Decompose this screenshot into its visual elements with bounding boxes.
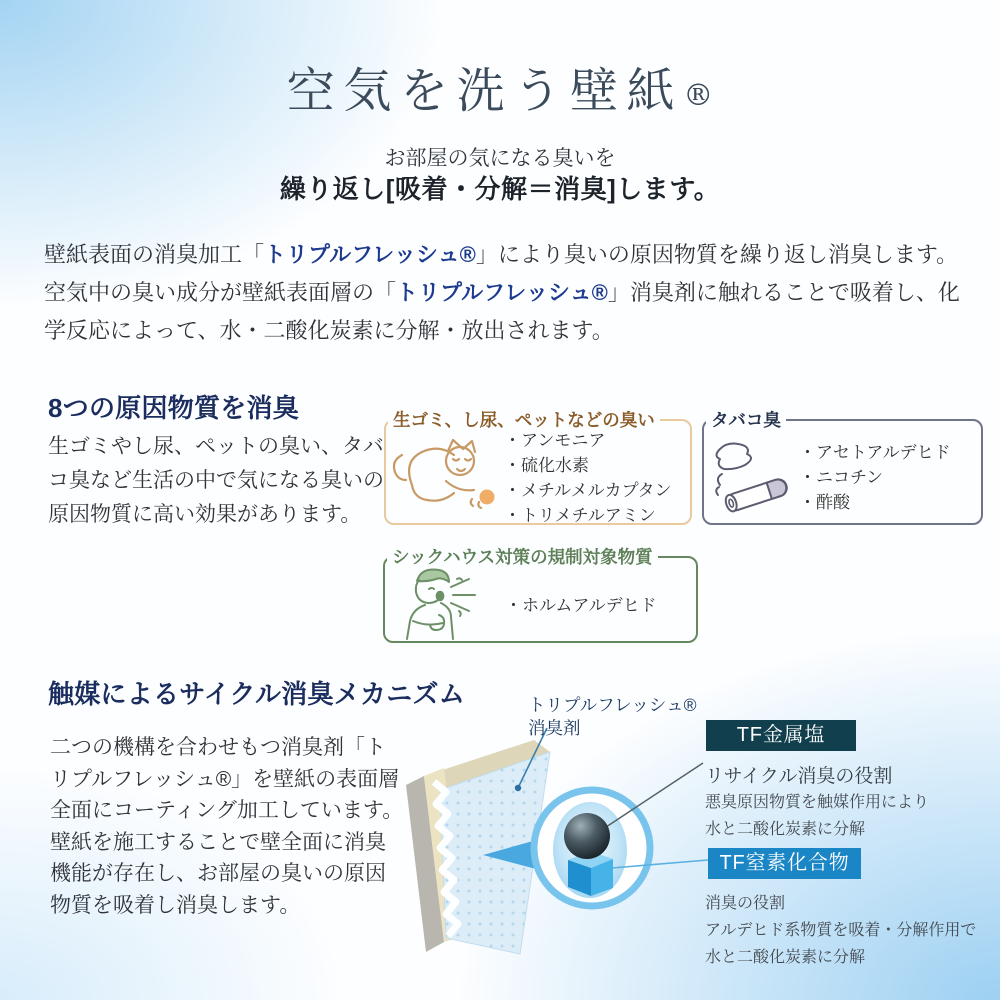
nitrogen-compound-badge: TF窒素化合物 bbox=[708, 848, 861, 879]
metal-salt-role-description bbox=[705, 789, 929, 843]
list-item: ・メチルメルカプタン bbox=[504, 480, 672, 500]
diagram-label-line2: 消臭剤 bbox=[528, 718, 581, 738]
list-item: ・ホルムアルデヒド bbox=[505, 595, 657, 615]
metal-salt-desc-line1: 悪臭原因物質を触媒作用により bbox=[705, 794, 930, 811]
brand-name: トリプルフレッシュ® bbox=[264, 242, 476, 267]
coughing-person-icon bbox=[385, 563, 505, 648]
diagram-label-triple-fresh bbox=[528, 694, 696, 740]
nitrogen-role-title: 消臭の役割 bbox=[705, 895, 786, 912]
diagram-label-line1: トリプルフレッシュ® bbox=[528, 695, 697, 715]
metal-salt-role-title: リサイクル消臭の役割 bbox=[705, 766, 893, 787]
page-title bbox=[0, 52, 1000, 121]
mechanism-description: 二つの機構を合わせもつ消臭剤「トリプルフレッシュ®」を壁紙の表面層全面にコーティング加工しています。壁紙を施工することで壁全面に消臭機能が存在し、お部屋の臭いの原因物質を吸着し消臭します。 bbox=[50, 736, 404, 917]
nitrogen-desc-line1: アルデヒド系物質を吸着・分解作用で bbox=[705, 922, 977, 939]
odor-box-sick-house-list bbox=[505, 593, 657, 618]
cat-icon bbox=[386, 429, 504, 526]
intro-paragraph bbox=[44, 236, 962, 350]
cigarette-icon bbox=[704, 433, 799, 522]
mechanism-section-heading: 触媒によるサイクル消臭メカニズム bbox=[48, 679, 466, 709]
odor-box-tobacco bbox=[702, 407, 983, 525]
metal-salt-desc-line2: 水と二酸化炭素に分解 bbox=[705, 821, 866, 838]
list-item: ・アンモニア bbox=[504, 430, 606, 450]
odors-section-heading: 8つの原因物質を消臭 bbox=[48, 393, 300, 423]
odor-box-garbage-pets-list bbox=[504, 428, 671, 528]
nitrogen-compound-role-description bbox=[705, 890, 976, 971]
brand-name: トリプルフレッシュ® bbox=[396, 280, 608, 305]
odor-box-garbage-pets-title: 生ゴミ、し尿、ペットなどの臭い bbox=[393, 410, 655, 430]
intro-seg1: 壁紙表面の消臭加工「 bbox=[44, 242, 265, 267]
subtitle-line2: 繰り返し[吸着・分解＝消臭]します。 bbox=[279, 174, 721, 204]
odor-box-sick-house bbox=[383, 544, 698, 643]
odors-section-description: 生ゴミやし尿、ペットの臭い、タバコ臭など生活の中で気になる臭いの原因物質に高い効果があります。 bbox=[48, 435, 384, 526]
list-item: ・トリメチルアミン bbox=[504, 505, 656, 525]
registered-mark: ® bbox=[683, 78, 714, 113]
metal-salt-badge: TF金属塩 bbox=[706, 720, 856, 751]
page-title-text: 空気を洗う壁紙 bbox=[286, 63, 684, 119]
list-item: ・ニコチン bbox=[799, 468, 884, 487]
subtitle-line1: お部屋の気になる臭いを bbox=[384, 147, 616, 170]
deodorant-sphere bbox=[564, 813, 610, 859]
intro-seg2: 」により臭いの原因物質を繰り返し消臭します。空気中の臭い成分が壁紙表面層の「 bbox=[44, 242, 959, 305]
list-item: ・酢酸 bbox=[799, 493, 850, 512]
odor-box-sick-house-title: シックハウス対策の規制対象物質 bbox=[392, 547, 653, 567]
intro-seg3: 」消臭剤に触れることで吸着し、化学反応によって、水・二酸化炭素に分解・放出されます。 bbox=[44, 280, 960, 343]
odor-box-tobacco-list bbox=[799, 440, 951, 515]
list-item: ・アセトアルデヒド bbox=[799, 443, 951, 462]
nitrogen-desc-line2: 水と二酸化炭素に分解 bbox=[705, 949, 866, 966]
odor-box-garbage-pets bbox=[384, 407, 692, 525]
odor-box-tobacco-title: タバコ臭 bbox=[711, 410, 781, 430]
list-item: ・硫化水素 bbox=[504, 455, 589, 475]
